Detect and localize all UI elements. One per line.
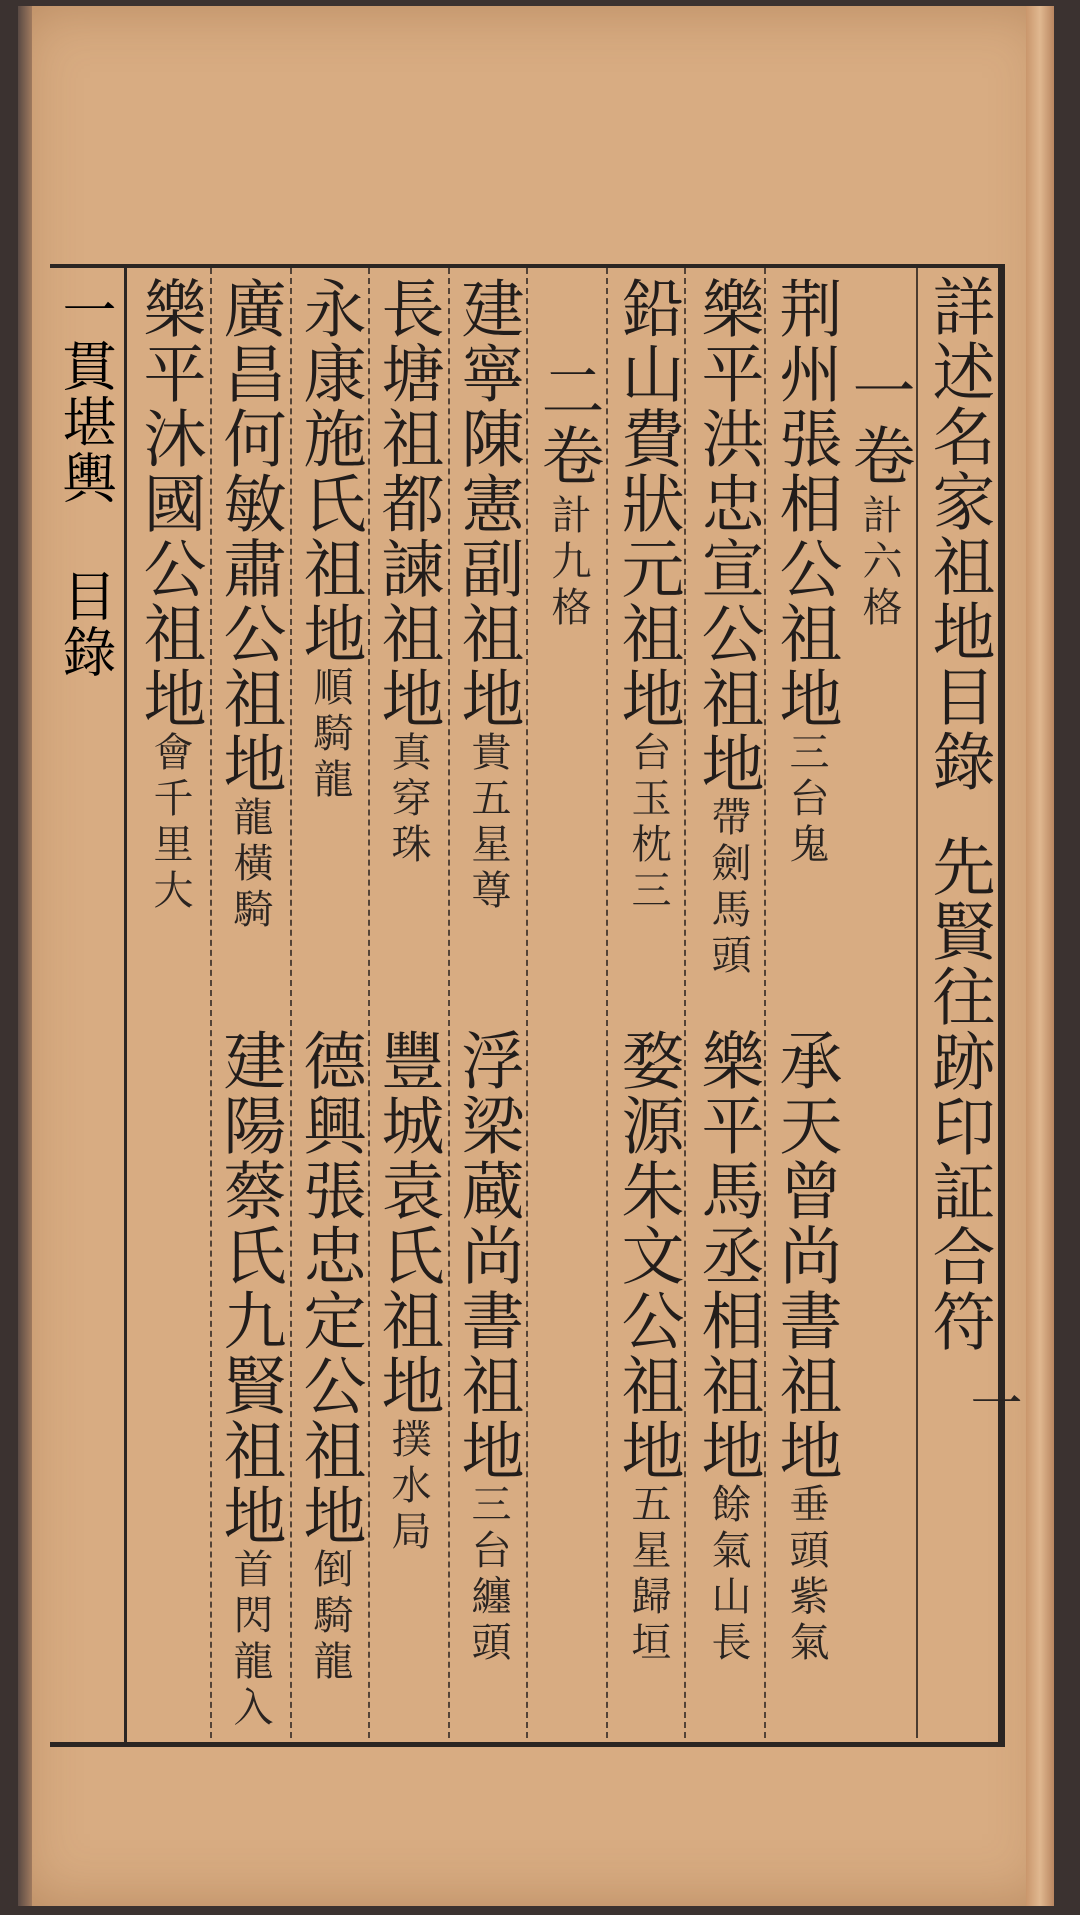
list-item: 荆州張相公祖地 三台鬼 [769,276,843,869]
list-item: 建陽蔡氏九賢祖地 首閃龍入 [213,1028,287,1732]
list-item: 樂平馬丞相祖地 餘氣山長 [691,1028,765,1667]
column-rule [526,268,528,1738]
volume-2-heading [530,358,606,632]
list-item: 豐城袁氏祖地 撲水局 [371,1028,445,1556]
volume-2-label: 二卷 [531,358,605,488]
header-column [922,274,996,1354]
volume-1-heading [842,358,916,632]
column-rule [916,268,918,1738]
spine-margin [50,268,127,1742]
list-item: 廣昌何敏肅公祖地 龍橫騎 [213,276,287,934]
list-item: 建寧陳憲副祖地 貴五星尊 [451,276,525,915]
volume-2-count: 計九格 [545,494,591,632]
column-rule [606,268,608,1738]
list-item: 德興張忠定公祖地 倒騎龍 [293,1028,367,1686]
spine-section: 目錄 [54,568,117,680]
list-item: 承天曾尚書祖地 垂頭紫氣 [769,1028,843,1667]
list-item: 婺源朱文公祖地 五星歸垣 [611,1028,685,1667]
page-edge [1026,6,1054,1906]
page-gutter [18,6,32,1906]
list-item: 樂平洪忠宣公祖地 帶劍馬頭 [691,276,765,980]
list-item: 樂平沐國公祖地 會千里大 [133,276,207,915]
list-item: 永康施氏祖地 順騎龍 [293,276,367,804]
volume-1-count: 計六格 [856,494,902,632]
list-item: 浮梁蔵尚書祖地 三台纏頭 [451,1028,525,1667]
volume-1-label: 一卷 [842,358,916,488]
page-number: 一 [961,1376,1021,1428]
text-frame [50,264,1005,1747]
book-page [18,6,1054,1906]
page-title: 詳述名家祖地目錄 [922,274,996,794]
list-item: 長塘祖都諫祖地 真穿珠 [371,276,445,869]
page-subtitle: 先賢往跡印証合符 [922,834,996,1354]
spine-title: 一貫堪輿 [54,282,117,506]
list-item: 鉛山費狀元祖地 台玉枕三 [611,276,685,915]
